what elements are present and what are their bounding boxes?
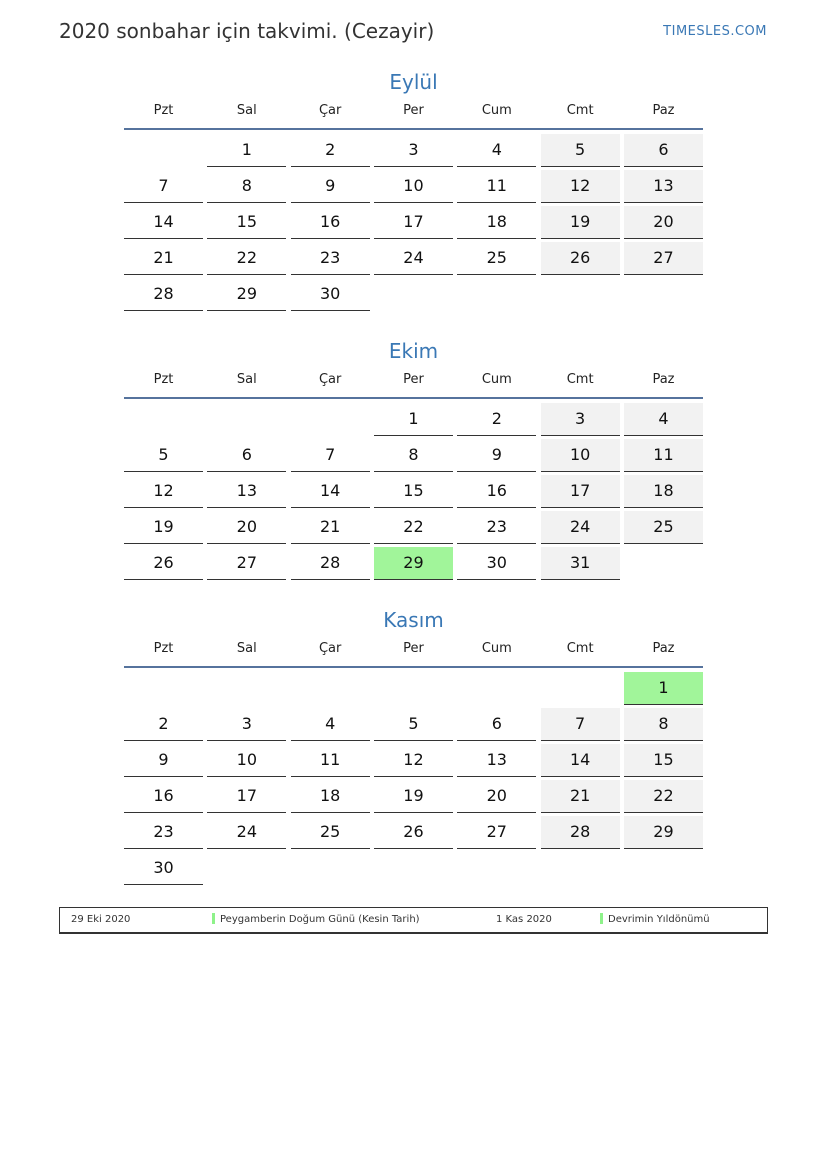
day-cell: 26 <box>124 547 203 580</box>
empty-cell <box>457 672 536 704</box>
day-cell: 5 <box>541 134 620 167</box>
day-cell: 28 <box>541 816 620 849</box>
day-cell: 19 <box>124 511 203 544</box>
day-cell: 6 <box>624 134 703 167</box>
month-title: Eylül <box>389 70 438 94</box>
empty-cell <box>374 278 453 310</box>
empty-cell <box>291 672 370 704</box>
day-cell: 2 <box>291 134 370 167</box>
day-cell: 29 <box>624 816 703 849</box>
empty-cell <box>124 672 203 704</box>
empty-cell <box>624 278 703 310</box>
day-cell: 16 <box>291 206 370 239</box>
day-cell: 25 <box>457 242 536 275</box>
day-cell: 22 <box>207 242 286 275</box>
weekday-label: Sal <box>236 641 257 656</box>
weekday-header <box>124 365 703 395</box>
week-row <box>124 403 703 439</box>
weekday-label: Pzt <box>153 103 174 118</box>
week-row <box>124 475 703 511</box>
month-block <box>124 606 703 888</box>
legend-holiday-name-2: Devrimin Yıldönümü <box>608 914 710 925</box>
day-cell: 26 <box>374 816 453 849</box>
day-cell: 26 <box>541 242 620 275</box>
day-cell: 16 <box>457 475 536 508</box>
day-cell: 13 <box>207 475 286 508</box>
weekday-label: Sal <box>236 103 257 118</box>
day-cell: 23 <box>457 511 536 544</box>
day-cell: 10 <box>207 744 286 777</box>
empty-cell <box>291 403 370 435</box>
day-cell: 22 <box>374 511 453 544</box>
week-row <box>124 134 703 170</box>
day-cell: 20 <box>457 780 536 813</box>
weekday-label: Çar <box>318 103 342 118</box>
day-cell: 19 <box>541 206 620 239</box>
day-cell: 1 <box>207 134 286 167</box>
empty-cell <box>624 852 703 884</box>
empty-cell <box>541 852 620 884</box>
header-divider <box>124 397 703 399</box>
weeks-grid <box>124 403 703 583</box>
day-cell: 11 <box>624 439 703 472</box>
weeks-grid <box>124 672 703 888</box>
day-cell: 14 <box>291 475 370 508</box>
month-block <box>124 68 703 314</box>
day-cell: 17 <box>541 475 620 508</box>
day-cell: 28 <box>124 278 203 311</box>
weekday-label: Cum <box>481 372 512 387</box>
month-block <box>124 337 703 583</box>
day-cell: 2 <box>124 708 203 741</box>
empty-cell <box>207 672 286 704</box>
month-title: Kasım <box>383 608 444 632</box>
weekday-label: Sal <box>236 372 257 387</box>
week-row <box>124 439 703 475</box>
weekday-label: Per <box>403 641 424 656</box>
day-cell: 24 <box>207 816 286 849</box>
day-cell: 18 <box>291 780 370 813</box>
day-cell: 3 <box>374 134 453 167</box>
day-cell: 19 <box>374 780 453 813</box>
day-cell: 27 <box>207 547 286 580</box>
weekday-header <box>124 634 703 664</box>
day-cell: 27 <box>457 816 536 849</box>
week-row <box>124 816 703 852</box>
day-cell: 5 <box>124 439 203 472</box>
day-cell: 22 <box>624 780 703 813</box>
week-row <box>124 780 703 816</box>
week-row <box>124 206 703 242</box>
weekday-label: Çar <box>318 372 342 387</box>
legend-holiday-1 <box>212 908 420 932</box>
empty-cell <box>374 672 453 704</box>
empty-cell <box>374 852 453 884</box>
day-cell: 9 <box>457 439 536 472</box>
day-cell: 7 <box>541 708 620 741</box>
weekday-label: Paz <box>652 372 675 387</box>
weekday-label: Per <box>403 103 424 118</box>
day-cell: 7 <box>124 170 203 203</box>
day-cell: 8 <box>374 439 453 472</box>
weekday-label: Paz <box>652 103 675 118</box>
day-cell: 29 <box>207 278 286 311</box>
day-cell: 12 <box>374 744 453 777</box>
weekday-label: Cum <box>481 641 512 656</box>
day-cell: 12 <box>124 475 203 508</box>
day-cell: 21 <box>291 511 370 544</box>
holiday-marker-icon <box>212 913 215 924</box>
empty-cell <box>207 852 286 884</box>
day-cell: 14 <box>541 744 620 777</box>
empty-cell <box>124 403 203 435</box>
day-cell: 3 <box>207 708 286 741</box>
empty-cell <box>207 403 286 435</box>
empty-cell <box>541 672 620 704</box>
day-cell: 15 <box>624 744 703 777</box>
week-row <box>124 170 703 206</box>
weekday-label: Pzt <box>153 372 174 387</box>
legend-holiday-2 <box>600 908 710 932</box>
day-cell: 8 <box>624 708 703 741</box>
day-cell: 6 <box>207 439 286 472</box>
page-title: 2020 sonbahar için takvimi. (Cezayir) <box>59 19 435 43</box>
day-cell: 2 <box>457 403 536 436</box>
empty-cell <box>457 852 536 884</box>
day-cell: 29 <box>374 547 453 580</box>
weekday-header <box>124 96 703 126</box>
day-cell: 15 <box>374 475 453 508</box>
day-cell: 20 <box>624 206 703 239</box>
holiday-marker-icon <box>600 913 603 924</box>
day-cell: 3 <box>541 403 620 436</box>
day-cell: 18 <box>624 475 703 508</box>
holiday-legend <box>59 907 768 934</box>
day-cell: 7 <box>291 439 370 472</box>
empty-cell <box>541 278 620 310</box>
day-cell: 15 <box>207 206 286 239</box>
legend-date-2: 1 Kas 2020 <box>496 914 552 925</box>
week-row <box>124 672 703 708</box>
month-title: Ekim <box>388 339 439 363</box>
day-cell: 5 <box>374 708 453 741</box>
day-cell: 17 <box>374 206 453 239</box>
weekday-label: Cmt <box>566 372 594 387</box>
day-cell: 14 <box>124 206 203 239</box>
weeks-grid <box>124 134 703 314</box>
weekday-label: Çar <box>318 641 342 656</box>
day-cell: 4 <box>457 134 536 167</box>
day-cell: 24 <box>374 242 453 275</box>
week-row <box>124 708 703 744</box>
day-cell: 27 <box>624 242 703 275</box>
day-cell: 25 <box>291 816 370 849</box>
week-row <box>124 547 703 583</box>
empty-cell <box>457 278 536 310</box>
day-cell: 4 <box>291 708 370 741</box>
day-cell: 18 <box>457 206 536 239</box>
week-row <box>124 242 703 278</box>
day-cell: 30 <box>457 547 536 580</box>
legend-holiday-name-1: Peygamberin Doğum Günü (Kesin Tarih) <box>220 914 420 925</box>
day-cell: 20 <box>207 511 286 544</box>
weekday-label: Cmt <box>566 103 594 118</box>
day-cell: 21 <box>124 242 203 275</box>
day-cell: 30 <box>291 278 370 311</box>
day-cell: 17 <box>207 780 286 813</box>
weekday-label: Cum <box>481 103 512 118</box>
day-cell: 1 <box>374 403 453 436</box>
day-cell: 24 <box>541 511 620 544</box>
day-cell: 1 <box>624 672 703 705</box>
day-cell: 21 <box>541 780 620 813</box>
week-row <box>124 278 703 314</box>
day-cell: 23 <box>291 242 370 275</box>
day-cell: 31 <box>541 547 620 580</box>
week-row <box>124 744 703 780</box>
weekday-label: Per <box>403 372 424 387</box>
day-cell: 16 <box>124 780 203 813</box>
day-cell: 6 <box>457 708 536 741</box>
day-cell: 23 <box>124 816 203 849</box>
day-cell: 4 <box>624 403 703 436</box>
day-cell: 12 <box>541 170 620 203</box>
week-row <box>124 511 703 547</box>
legend-date-1: 29 Eki 2020 <box>71 914 131 925</box>
empty-cell <box>624 547 703 579</box>
day-cell: 13 <box>624 170 703 203</box>
weekday-label: Pzt <box>153 641 174 656</box>
day-cell: 30 <box>124 852 203 885</box>
day-cell: 10 <box>541 439 620 472</box>
day-cell: 8 <box>207 170 286 203</box>
day-cell: 25 <box>624 511 703 544</box>
empty-cell <box>291 852 370 884</box>
day-cell: 9 <box>291 170 370 203</box>
day-cell: 28 <box>291 547 370 580</box>
day-cell: 13 <box>457 744 536 777</box>
day-cell: 9 <box>124 744 203 777</box>
weekday-label: Paz <box>652 641 675 656</box>
brand-link[interactable]: TIMESLES.COM <box>663 24 767 39</box>
empty-cell <box>124 134 203 166</box>
day-cell: 11 <box>291 744 370 777</box>
header-divider <box>124 666 703 668</box>
week-row <box>124 852 703 888</box>
weekday-label: Cmt <box>566 641 594 656</box>
day-cell: 11 <box>457 170 536 203</box>
day-cell: 10 <box>374 170 453 203</box>
header-divider <box>124 128 703 130</box>
